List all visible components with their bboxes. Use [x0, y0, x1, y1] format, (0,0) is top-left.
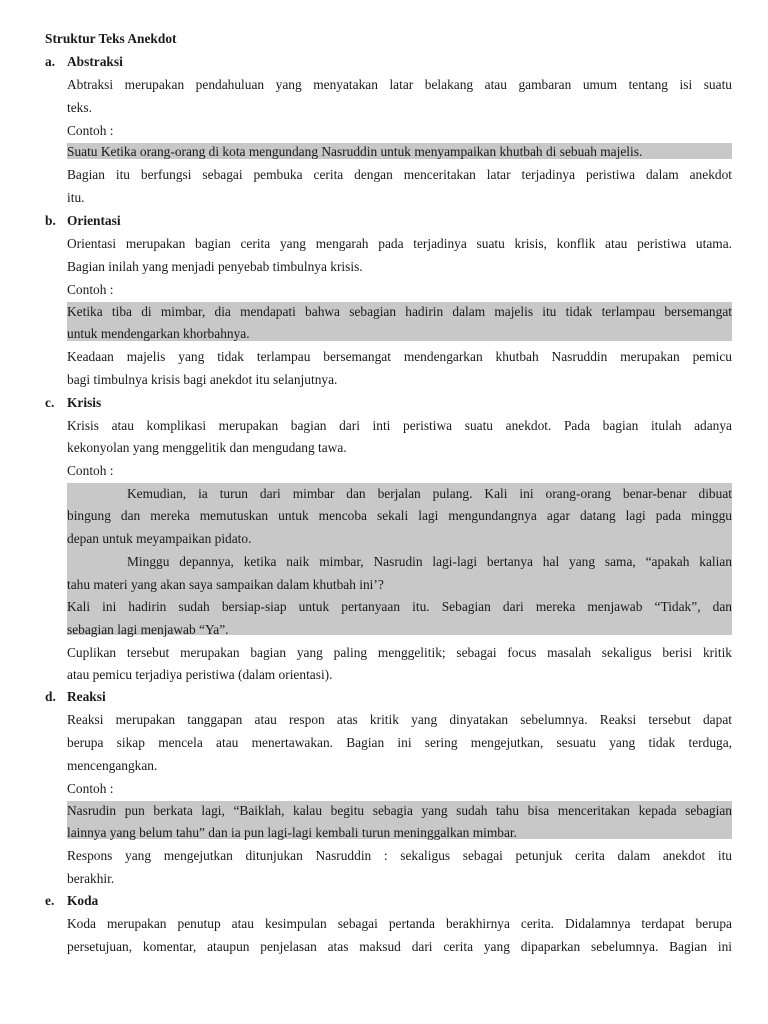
paragraph-line: teks. [67, 100, 92, 115]
section-title: Orientasi [67, 213, 121, 228]
paragraph-line: Orientasi merupakan bagian cerita yang mengarah pada terjadinya suatu krisis, konflik atau peristiwa utama. [67, 236, 732, 251]
example-line: Minggu depannya, ketika naik mimbar, Nasrudin lagi-lagi bertanya hal yang sama, “apakah kalian [127, 554, 732, 569]
paragraph-line: mencengangkan. [67, 758, 158, 773]
example-line: Ketika tiba di mimbar, dia mendapati bahwa sebagian hadirin dalam majelis itu tidak terlampau bersemangat [67, 304, 732, 319]
paragraph-line: itu. [67, 190, 85, 205]
section-title: Abstraksi [67, 54, 123, 69]
section-heading-koda [45, 893, 98, 909]
section-letter: e. [45, 893, 55, 908]
section-letter: b. [45, 213, 56, 228]
contoh-label: Contoh : [67, 282, 114, 297]
example-line: Kali ini hadirin sudah bersiap-siap untuk pertanyaan itu. Sebagian dari mereka menjawab “Tidak”, dan [67, 599, 732, 614]
example-line: depan untuk meyampaikan pidato. [67, 531, 252, 546]
paragraph-line: bagi timbulnya krisis bagi anekdot itu selanjutnya. [67, 372, 338, 387]
contoh-label: Contoh : [67, 123, 114, 138]
section-title: Reaksi [67, 689, 106, 704]
paragraph-line: Bagian inilah yang menjadi penyebab timbulnya krisis. [67, 259, 363, 274]
paragraph-line: Respons yang mengejutkan ditunjukan Nasruddin : sekaligus sebagai petunjuk cerita dalam anekdot itu [67, 848, 732, 863]
section-heading-orientasi [45, 213, 121, 229]
section-heading-krisis [45, 395, 101, 411]
paragraph-line: Bagian itu berfungsi sebagai pembuka cerita dengan menceritakan latar terjadinya peristiwa dalam anekdot [67, 167, 732, 182]
paragraph-line: Keadaan majelis yang tidak terlampau bersemangat mendengarkan khutbah Nasruddin merupakan pemicu [67, 349, 732, 364]
section-heading-abstraksi [45, 54, 123, 70]
paragraph-line: kekonyolan yang menggelitik dan mengudang tawa. [67, 440, 347, 455]
section-letter: c. [45, 395, 55, 410]
section-letter: d. [45, 689, 56, 704]
example-line: Kemudian, ia turun dari mimbar dan berjalan pulang. Kali ini orang-orang benar-benar dibuat [127, 486, 732, 501]
example-line: lainnya yang belum tahu” dan ia pun lagi-lagi kembali turun meninggalkan mimbar. [67, 825, 517, 840]
paragraph-line: Krisis atau komplikasi merupakan bagian dari inti peristiwa suatu anekdot. Pada bagian itulah adanya [67, 418, 732, 433]
paragraph-line: berakhir. [67, 871, 115, 886]
section-title: Koda [67, 893, 99, 908]
paragraph-line: Reaksi merupakan tanggapan atau respon atas kritik yang dinyatakan sebelumnya. Reaksi tersebut dapat [67, 712, 732, 727]
example-line: tahu materi yang akan saya sampaikan dalam khutbah ini’? [67, 577, 384, 592]
paragraph-line: Abtraksi merupakan pendahuluan yang menyatakan latar belakang atau gambaran umum tentang isi suatu [67, 77, 732, 92]
paragraph-line: Koda merupakan penutup atau kesimpulan sebagai pertanda berakhirnya cerita. Didalamnya terdapat berupa [67, 916, 732, 931]
example-line: Suatu Ketika orang-orang di kota mengundang Nasruddin untuk menyampaikan khutbah di sebuah majelis. [67, 144, 643, 159]
contoh-label: Contoh : [67, 463, 114, 478]
section-title: Krisis [67, 395, 102, 410]
document-title: Struktur Teks Anekdot [45, 31, 177, 46]
section-letter: a. [45, 54, 56, 69]
paragraph-line: Cuplikan tersebut merupakan bagian yang paling menggelitik; sebagai focus masalah sekaligus berisi kritik [67, 645, 732, 660]
contoh-label: Contoh : [67, 781, 114, 796]
example-line: sebagian lagi menjawab “Ya”. [67, 622, 229, 637]
paragraph-line: berupa sikap mencela atau menertawakan. Bagian ini sering mengejutkan, sesuatu yang tidak terduga, [67, 735, 732, 750]
paragraph-line: persetujuan, komentar, ataupun penjelasan atas maksud dari cerita yang dipaparkan sebelumnya. Bagian ini [67, 939, 732, 954]
section-heading-reaksi [45, 689, 106, 705]
example-line: bingung dan mereka memutuskan untuk mencoba sekali lagi mengundangnya agar datang lagi pada minggu [67, 508, 732, 523]
example-line: Nasrudin pun berkata lagi, “Baiklah, kalau begitu sebagia yang sudah tahu bisa menceritakan kepada sebagian [67, 803, 732, 818]
paragraph-line: atau pemicu terjadiya peristiwa (dalam orientasi). [67, 667, 333, 682]
example-line: untuk mendengarkan khorbahnya. [67, 326, 250, 341]
